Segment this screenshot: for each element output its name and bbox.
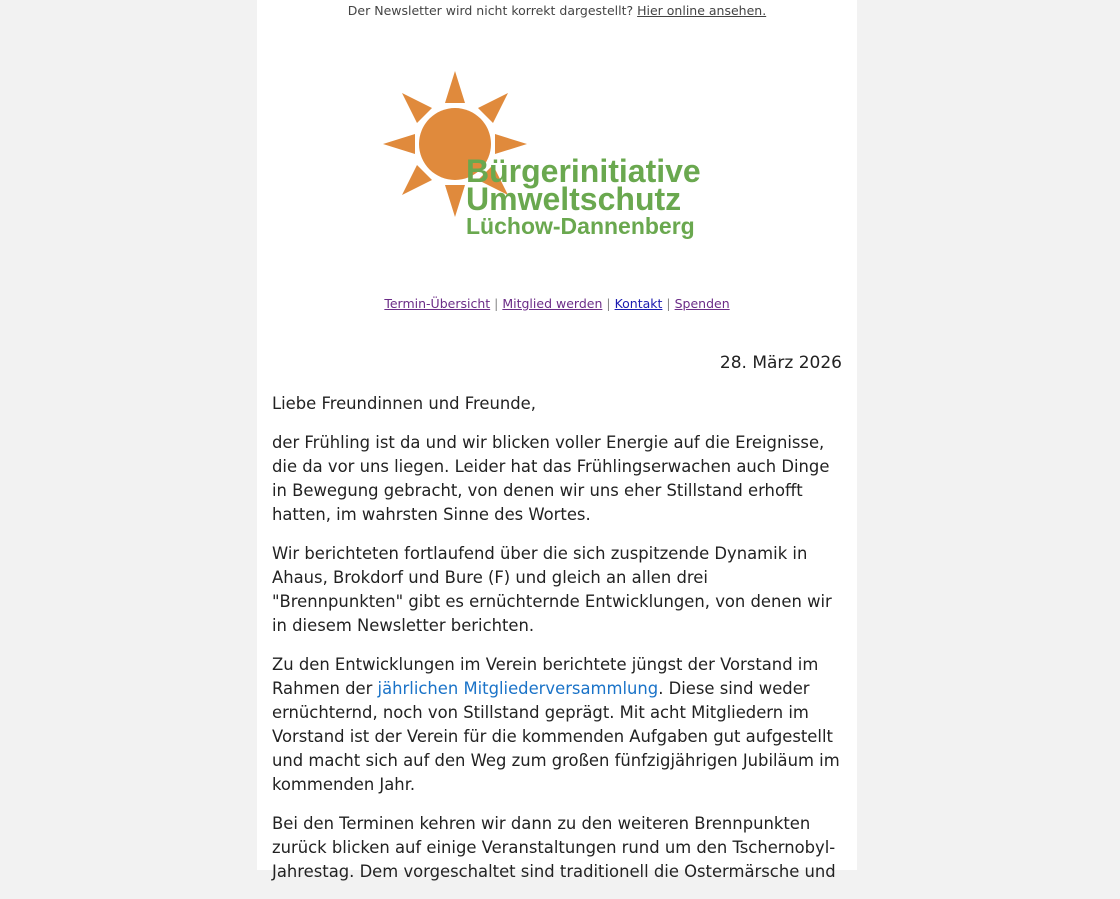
newsletter-body: [272, 392, 842, 899]
newsletter-container: [257, 0, 857, 881]
paragraph-text: Zu den Entwicklungen im Verein berichtete jüngst der Vorstand im Rahmen der: [272, 655, 819, 698]
nav-link-mitglied[interactable]: Mitglied werden: [502, 296, 603, 311]
paragraph: Bei den Terminen kehren wir dann zu den weiteren Brennpunkten zurück blicken auf einige Veranstaltungen rund um den Tschernobyl-Jahrestag. Dem vorgeschaltet sind traditionell die Ostermärsche und: [272, 814, 836, 881]
greeting: Liebe Freundinnen und Freunde,: [272, 394, 536, 413]
logo-line-2: Umweltschutz: [466, 181, 682, 217]
view-online-link[interactable]: Hier online ansehen.: [637, 3, 767, 18]
paragraph-text: . Diese sind weder ernüchternd, noch von Stillstand geprägt. Mit acht Mitgliedern im Vorstand ist der Verein für die kommenden Aufgaben gut aufgestellt und macht sich auf den Weg zum großen fünfzigjährigen Jubiläum im kommenden Jahr.: [272, 679, 840, 794]
logo: [377, 68, 737, 248]
mitgliederversammlung-link[interactable]: jährlichen Mitgliederversammlung: [377, 679, 659, 698]
preheader: [257, 3, 857, 18]
nav-separator: |: [606, 296, 611, 311]
nav-separator: |: [666, 296, 671, 311]
nav-link-termine[interactable]: Termin-Übersicht: [384, 296, 491, 311]
nav-link-kontakt[interactable]: Kontakt: [614, 296, 663, 311]
newsletter-date: 28. März 2026: [719, 353, 842, 373]
paragraph: Wir berichteten fortlaufend über die sich zuspitzende Dynamik in Ahaus, Brokdorf und Bure (F) und gleich an allen drei "Brennpunkten" gibt es ernüchternde Entwicklungen, von denen wir in diesem Newsletter berichten.: [272, 544, 832, 635]
preheader-text: Der Newsletter wird nicht korrekt dargestellt?: [347, 3, 634, 18]
paragraph: der Frühling ist da und wir blicken voller Energie auf die Ereignisse, die da vor uns liegen. Leider hat das Frühlingserwachen auch Dinge in Bewegung gebracht, von denen wir uns eher Stillstand erhofft hatten, im wahrsten Sinne des Wortes.: [272, 433, 830, 524]
paragraph: [272, 653, 842, 797]
nav-link-spenden[interactable]: Spenden: [674, 296, 730, 311]
nav-separator: |: [494, 296, 499, 311]
logo-line-3: Lüchow-Dannenberg: [466, 213, 695, 239]
nav-links: [257, 296, 857, 311]
logo-line-1: Bürgerinitiative: [466, 153, 701, 189]
